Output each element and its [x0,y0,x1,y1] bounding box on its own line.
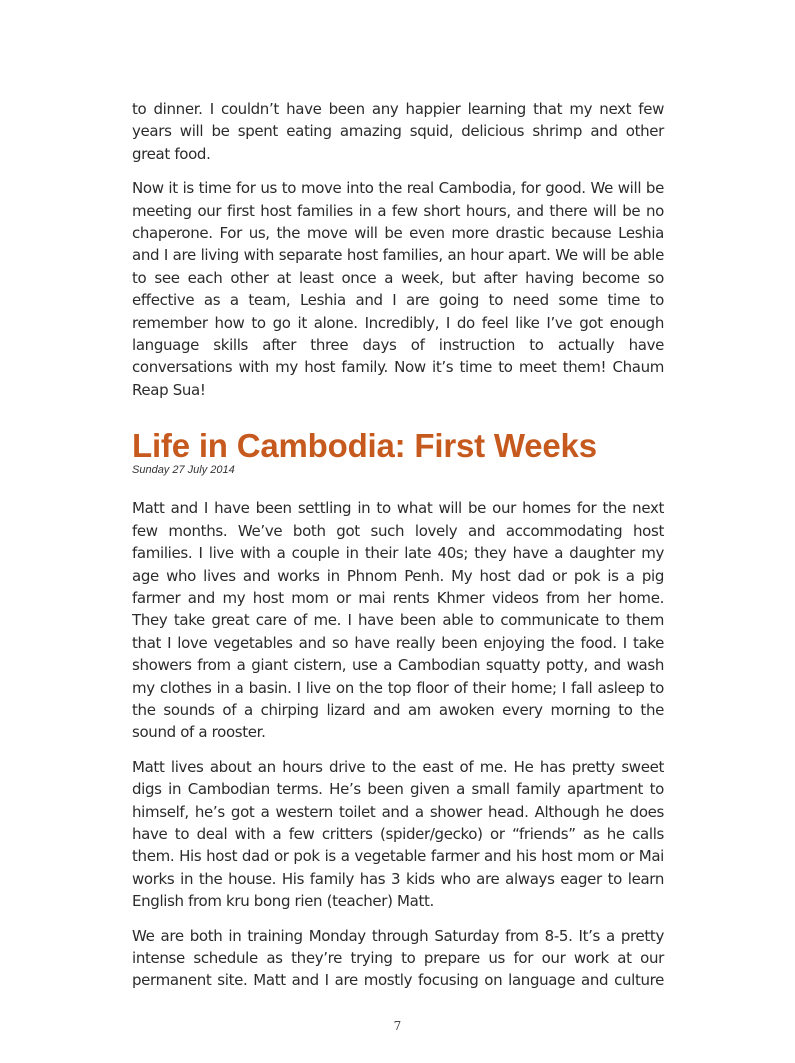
post-date: Sunday 27 July 2014 [132,464,235,477]
post-paragraph-1: Matt and I have been settling in to what will be our homes for the next few months. We’ve both got such lovely and accommodating host families. I live with a couple in their late 40s; they have a daughter my age who lives and works in Phnom Penh. My host dad or pok is a pig farmer and my host mom or mai rents Khmer videos from her home. They take great care of me. I have been able to communicate to them that I love vegetables and so have really been enjoying the food. I take showers from a giant cistern, use a Cambodian squatty potty, and wash my clothes in a basin. I live on the top floor of their home; I fall asleep to the sounds of a chirping lizard and am awoken every morning to the sound of a rooster. [132,499,664,742]
document-page-content [132,98,664,1004]
page-number: 7 [393,1019,402,1033]
intro-paragraph-1: to dinner. I couldn’t have been any happier learning that my next few years will be spent eating amazing squid, delicious shrimp and other great food. [132,100,664,163]
post-paragraph-2: Matt lives about an hours drive to the east of me. He has pretty sweet digs in Cambodian terms. He’s been given a small family apartment to himself, he’s got a western toilet and a shower head. Although he does have to deal with a few critters (spider/gecko) or “friends” as he calls them. His host dad or pok is a vegetable farmer and his host mom or Mai works in the house. His family has 3 kids who are always eager to learn English from kru bong rien (teacher) Matt. [132,757,664,911]
post-title: Life in Cambodia: First Weeks [132,427,597,465]
intro-paragraph-2: Now it is time for us to move into the real Cambodia, for good. We will be meeting our first host families in a few short hours, and there will be no chaperone. For us, the move will be even more drastic because Leshia and I are living with separate host families, an hour apart. We will be able to see each other at least once a week, but after having become so effective as a team, Leshia and I are going to need some time to remember how to go it alone. Incredibly, I do feel like I’ve got enough language skills after three days of instruction to actually have conversations with my host family. Now it’s time to meet them! Chaum Reap Sua! [132,179,664,399]
post-paragraph-3: We are both in training Monday through Saturday from 8-5. It’s a pretty intense schedule as they’re trying to prepare us for our work at our permanent site. Matt and I are mostly focusing on language and culture [132,926,664,990]
